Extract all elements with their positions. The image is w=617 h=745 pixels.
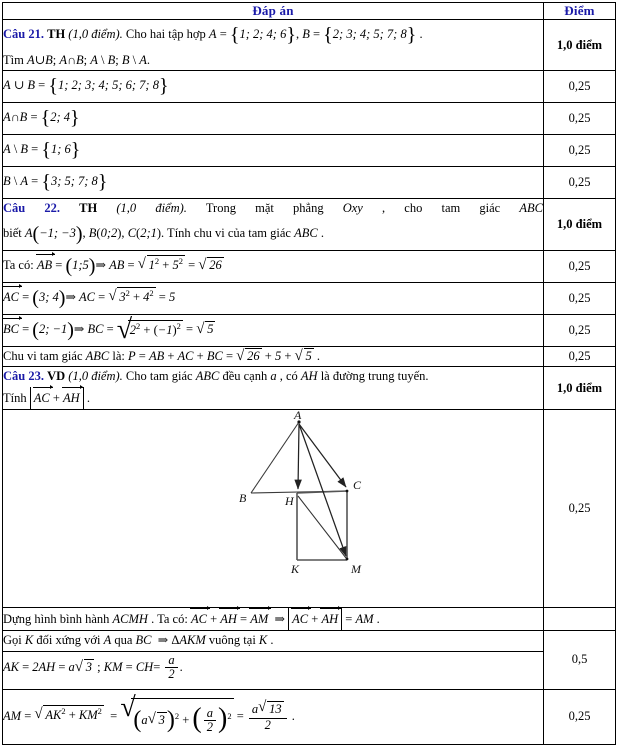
cau22-ac-cell: AC = (3; 4)⇒ AC = √ $3^2 + 4^2 = 5$ — [3, 282, 544, 314]
cau22-perimeter-cell: Chu vi tam giác ABC là: P = AB + AC + BC = √ 26 + 5 + √ 5 . — [3, 346, 544, 366]
table-row — [3, 346, 616, 366]
cau22-score: 1,0 điểm — [544, 199, 616, 250]
cau22-note: (1,0 điểm). — [116, 201, 187, 216]
cau21-note: (1,0 điểm). — [68, 27, 123, 41]
cau22-bc-score: 0,25 — [544, 314, 616, 346]
cau22-line2: biết A(−1; −3), B(0;2), C(2;1). Tính chu vi của tam giác ABC . — [3, 222, 324, 245]
geometry-figure — [3, 410, 543, 607]
table-row — [3, 199, 616, 250]
cau23-label: Câu 23. — [3, 369, 44, 384]
cau22-ab-cell: Ta có: AB = (1;5)⇒ AB = √ $1^2 + 5^2$ = √ 26 — [3, 250, 544, 282]
table-row — [3, 103, 616, 135]
cau22-ac-score: 0,25 — [544, 282, 616, 314]
cau23-symmetry-cell: Gọi K đối xứng với A qua BC ⇒ ΔAKM vuông tại K . — [3, 631, 544, 651]
geometry-figure-svg — [3, 410, 542, 607]
table-row — [3, 631, 616, 651]
cau21-statement-cell — [3, 20, 544, 71]
cau23-statement-cell — [3, 367, 544, 410]
cau22-line1: Câu 22. TH (1,0 điểm). Trong mặt phẳng Oxy , cho tam giác ABC — [3, 201, 543, 216]
point-label-C: C — [353, 477, 362, 492]
point-label-B: B — [239, 490, 247, 505]
cau23-line2: Tính AC + AH . — [3, 387, 543, 409]
table-row — [3, 367, 616, 410]
table-row — [3, 314, 616, 346]
cau23-note: (1,0 điểm). — [68, 369, 123, 384]
cau21-line2: Tìm A∪B; A∩B; A \ B; B \ A. — [3, 53, 151, 67]
answer-key-table — [2, 2, 616, 745]
cau21-union-score: 0,25 — [544, 71, 616, 103]
point-label-H: H — [285, 493, 294, 508]
cau22-ab-score: 0,25 — [544, 250, 616, 282]
cau21-label: Câu 21. — [3, 27, 44, 41]
cau21-union-cell: A ∪ B = {1; 2; 3; 4; 5; 6; 7; 8} — [3, 71, 544, 103]
point-label-K: K — [291, 561, 300, 576]
cau23-score: 1,0 điểm — [544, 367, 616, 410]
cau23-line1: Câu 23. VD (1,0 điểm). Cho tam giác ABC đều cạnh a , có AH là đường trung tuyến. — [3, 369, 429, 384]
point-label-A: A — [294, 409, 302, 422]
cau23-figure-score: 0,25 — [544, 409, 616, 607]
table-row — [3, 409, 616, 607]
header-score-col: Điểm — [544, 3, 616, 20]
table-row — [3, 282, 616, 314]
cau22-label: Câu 22. — [3, 201, 61, 216]
cau21-diff-ab-score: 0,25 — [544, 135, 616, 167]
vector-AC — [299, 424, 346, 487]
cau23-symmetry-score: 0,5 — [544, 631, 616, 689]
cau21-level: TH — [47, 27, 66, 41]
table-row — [3, 167, 616, 199]
cau22-ab-prefix: Ta có: — [3, 257, 34, 272]
cau23-am-cell: AM = √ $AK^2 + KM^2$ = √ (a √ 3)$^2$ + ( $\frac{a}{2}$ )$^2$ = $\frac{a √ 13}{2}$ . — [3, 689, 544, 744]
cau21-diff-ab-cell: A \ B = {1; 6} — [3, 135, 544, 167]
cau23-parallelogram-score — [544, 607, 616, 630]
header-answer-col: Đáp án — [3, 3, 544, 20]
vector-AH — [298, 424, 299, 489]
cau21-diff-ba-cell: B \ A = {3; 5; 7; 8} — [3, 167, 544, 199]
table-row — [3, 651, 616, 689]
cau22-bc-cell: BC = (2; −1)⇒ BC = √ $2^2 + (-1)^2$ = √ 5 — [3, 314, 544, 346]
segment-HC — [297, 491, 347, 493]
cau23-lengths-cell: AK = 2AH = a √ 3 ; KM = CH= $\frac{a}{2}$ . — [3, 651, 544, 689]
point-label-M: M — [351, 561, 361, 576]
point-M-dot — [346, 557, 349, 560]
cau21-score: 1,0 điểm — [544, 20, 616, 71]
cau23-level: VD — [47, 369, 66, 384]
cau21-line1: Câu 21. TH (1,0 điểm). Cho hai tập hợp A = {1; 2; 4; 6}, B = {2; 3; 4; 5; 7; 8} . — [3, 24, 423, 46]
table-row — [3, 135, 616, 167]
cau22-statement-cell — [3, 199, 544, 250]
cau23-am-score: 0,25 — [544, 689, 616, 744]
cau23-parallelogram-cell: Dựng hình bình hành ACMH . Ta có: AC + AH = AM ⇒ AC + AH = AM . — [3, 607, 544, 630]
cau21-intersect-score: 0,25 — [544, 103, 616, 135]
table-row — [3, 71, 616, 103]
table-header-row — [3, 3, 616, 20]
table-row — [3, 20, 616, 71]
vector-AM — [299, 424, 346, 556]
cau22-level: TH — [79, 201, 98, 216]
cau23-figure-cell — [3, 409, 544, 607]
table-row — [3, 250, 616, 282]
segment-AB — [251, 422, 299, 493]
cau21-diff-ba-score: 0,25 — [544, 167, 616, 199]
table-row — [3, 689, 616, 744]
cau22-perimeter-score: 0,25 — [544, 346, 616, 366]
table-row — [3, 607, 616, 630]
segment-HM — [298, 496, 346, 558]
point-C-dot — [346, 489, 349, 492]
cau21-intersect-cell: A∩B = {2; 4} — [3, 103, 544, 135]
